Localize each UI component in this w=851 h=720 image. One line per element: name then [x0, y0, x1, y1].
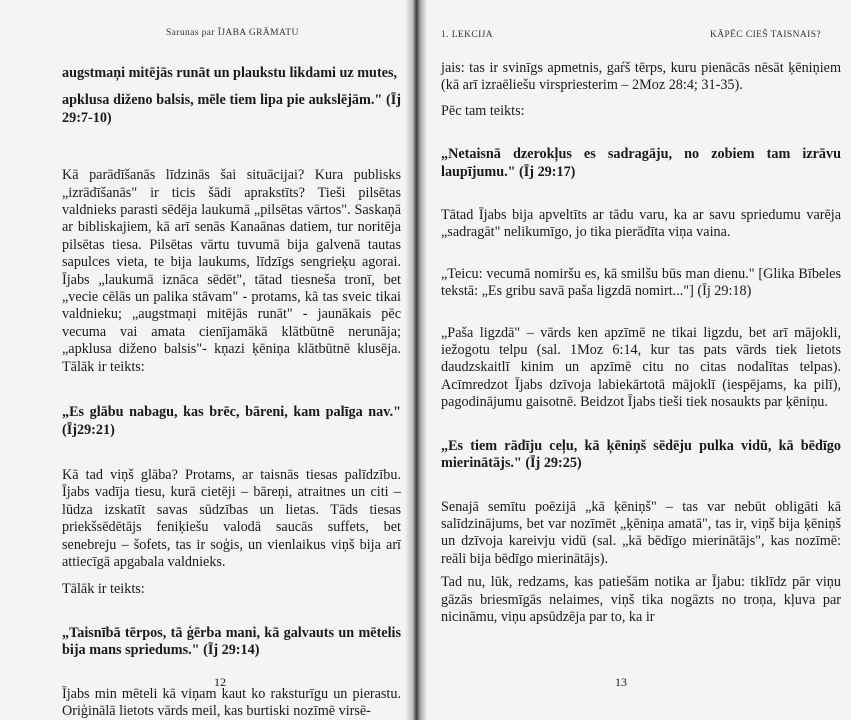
verse-quote: „Taisnībā tērpos, tā ģērba mani, kā galvauts un mētelis bija mans spriedums." (Īj 29:14) — [62, 624, 401, 659]
paragraph: Senajā semītu poēzijā „kā ķēniņš" – tas var nebūt obligāti kā salīdzinājums, bet var nozīmēt „ķēniņa amatā", tas ir, viņš bija ķēniņš un dzīvoja kareivju vidū (sal. „kā bēdīgo mierinātājs", kas nozīmē: reāli bija bēdīgo mierinātājs). — [441, 498, 841, 567]
running-head-chapter: 1. LEKCIJA — [441, 30, 494, 40]
paragraph: jais: tas ir svinīgs apmetnis, gaŕš tērps, kuru pienācās nēsāt ķēniņiem (kā arī izraēliešu virspriesterim – 2Moz 28:4; 31-35). — [441, 60, 841, 94]
right-page — [415, 0, 851, 720]
running-head-left-page: Sarunas par ĪJABA GRĀMATU — [166, 28, 299, 38]
paragraph: Kā tad viņš glāba? Protams, ar taisnās tiesas palīdzību. Ījabs vadīja tiesu, kurā cietēji – bāreņi, atraitnes un citi – lūdza izskatīt savas sūdzības un lietas. Tāds tiesas priekšsēdētājs feniķiešu valodā saucās suffets, bet senebreju – šofets, tas ir soģis, un vienlaikus viņš bija arī attiecīgā apgabala valdnieks. — [62, 466, 401, 570]
verse-quote: „Teicu: vecumā nomiršu es, kā smilšu būs man dienu." [Glika Bībeles tekstā: „Es gribu savā paša ligzdā nomirt..."] (Īj 29:18) — [441, 265, 841, 300]
page-number-left: 12 — [214, 675, 226, 689]
paragraph: Tātad Ījabs bija apveltīts ar tādu varu, ka ar savu spriedumu varēja „sadragāt" nelikumīgo, jo tika pierādīta viņa vaina. — [441, 207, 841, 241]
paragraph: Tālāk ir teikts: — [62, 581, 145, 598]
verse-quote: „Es glābu nabagu, kas brēc, bāreni, kam palīga nav." (Īj29:21) — [62, 404, 401, 438]
verse-quote: apklusa diženo balsis, mēle tiem lipa pie aukslējām." (Īj 29:7-10) — [62, 92, 401, 126]
running-head-title: KĀPĒC CIEŠ TAISNAIS? — [709, 30, 821, 40]
book-gutter — [405, 0, 427, 720]
verse-quote: augstmaņi mitējās runāt un plaukstu likdami uz mutes, — [62, 65, 398, 81]
paragraph: Ījabs min mēteli kā viņam kaut ko raksturīgu un pierastu. Oriģinālā lietots vārds meil, kas burtiski nozīmē virsē- — [62, 685, 401, 719]
paragraph: Pēc tam teikts: — [441, 102, 525, 119]
verse-quote: „Es tiem rādīju ceļu, kā ķēniņš sēdēju pulka vidū, kā bēdīgo mierinātājs." (Īj 29:25) — [441, 437, 841, 472]
paragraph: Kā parādīšanās līdzinās šai situācijai? Kura publisks „izrādīšanās" ir ticis šādi aprakstīts? Tieši pilsētas valdnieks parasti sēdēja laukumā „pilsētas vārtos". Saskaņā ar bibliskajiem, kā arī senās Kanaānas datiem, tur noritēja pilsētas tiesa. Pilsētas vārtu tuvumā bija galvenā tautas sapulces vieta, te bija laukums, līdzīgs sengrieķu agorai. Ījabs „laukumā iznāca sēdēt", tātad tiesneša tronī, bet „vecie cēlās un palika stāvam" - protams, kā tas sveic tikai valdnieku; „augstmaņi mitējās runāt" - jaunākais pēc vecuma vai amata cienījamākā klātbūtnē nerunāja; „apklusa diženo balsis"- kņazi ķēniņa klātbūtnē klusēja. Tālāk ir teikts: — [62, 167, 401, 375]
left-page — [0, 0, 415, 720]
page-number-right: 13 — [615, 675, 627, 689]
paragraph: „Paša ligzdā" – vārds ken apzīmē ne tikai ligzdu, bet arī mājokli, iežogotu telpu (sal. 1Moz 6:14, kur tas pats vārds tiek lietots daudzskaitlī kinim un apzīmē citu no citas nodalītas telpas). Acīmredzot Ījabs dzīvoja labiekārtotā mājoklī (iespējams, ka pilī), pagodinājumu gaisotnē. Beidzot Ījabs tieši tiek nosaukts par ķēniņu. — [441, 324, 841, 411]
verse-quote: „Netaisnā dzerokļus es sadragāju, no zobiem tam izrāvu laupījumu." (Īj 29:17) — [441, 146, 841, 180]
paragraph: Tad nu, lūk, redzams, kas patiešām notika ar Ījabu: tiklīdz pār viņu gāzās briesmīgās nelaimes, viņš tika nogāzts no troņa, kļuva par nicināmu, viņu apsūdzēja par to, ka ir — [441, 574, 841, 625]
running-head-right-page — [441, 30, 841, 40]
